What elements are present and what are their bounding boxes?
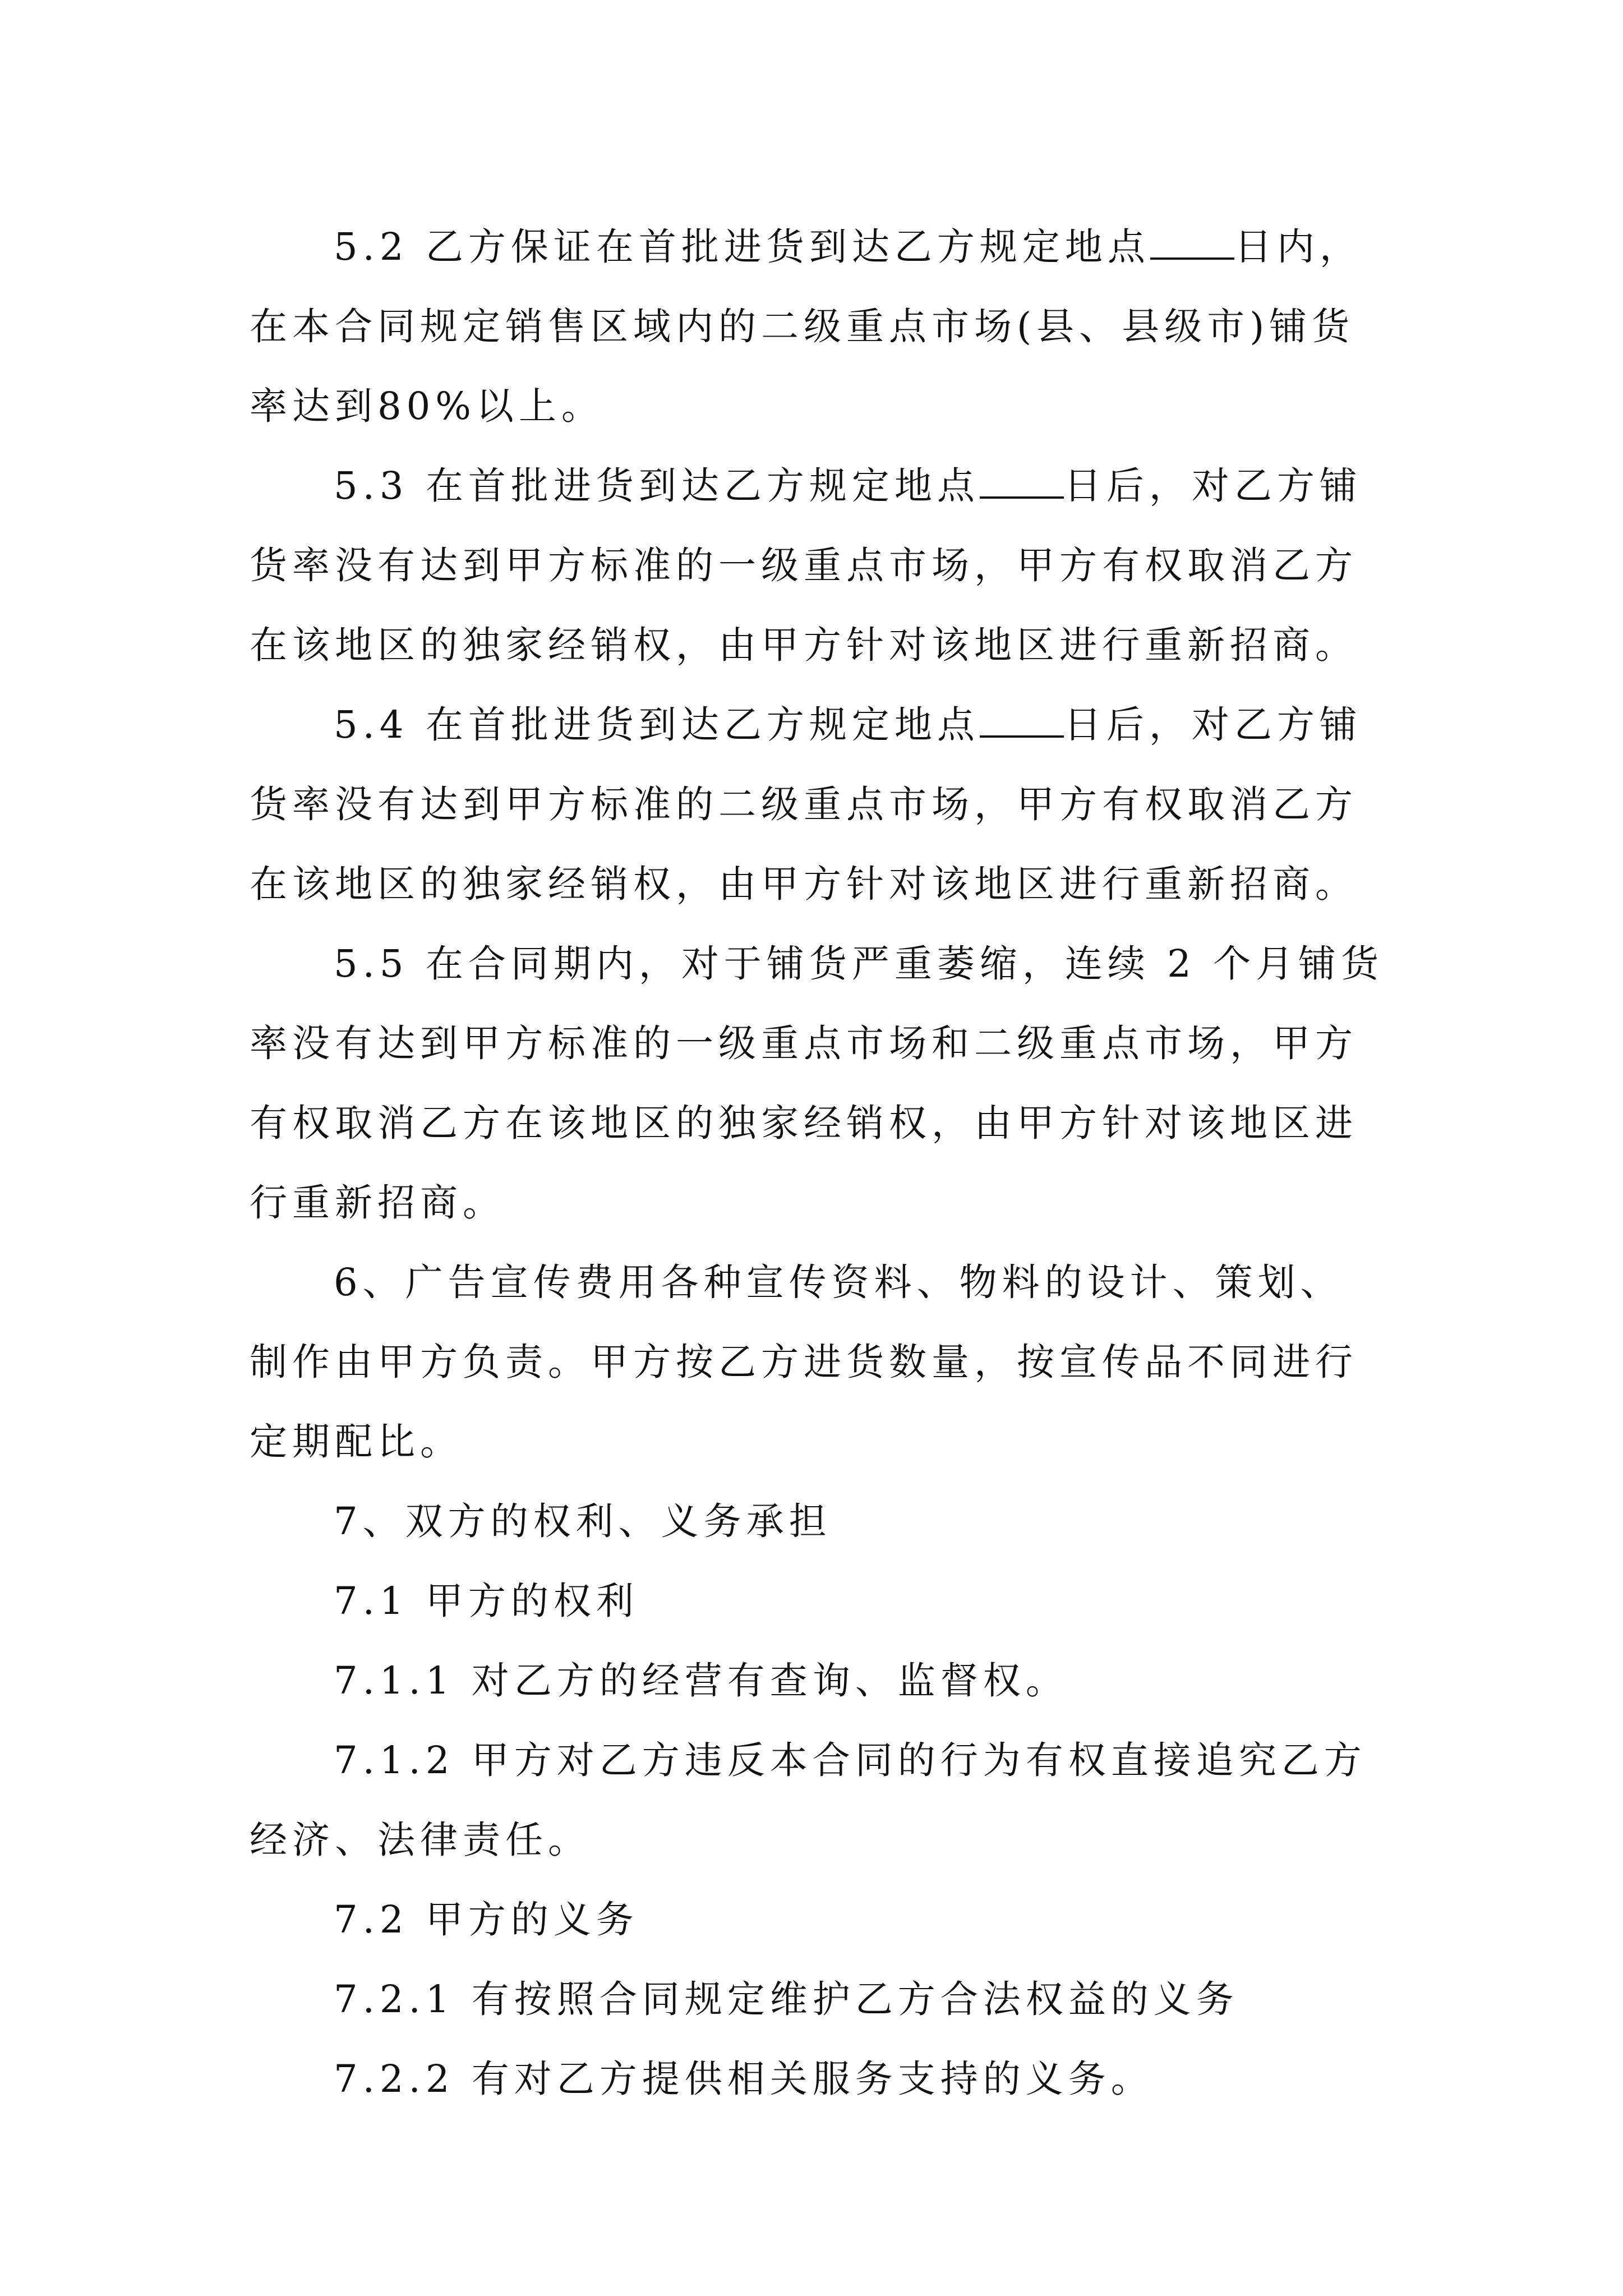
paragraph-line: 7.1.1 对乙方的经营有查询、监督权。 — [334, 1659, 1068, 1703]
paragraph-line: 货率没有达到甲方标准的二级重点市场，甲方有权取消乙方 — [250, 783, 1358, 826]
section-heading: 7.1 甲方的权利 — [334, 1579, 639, 1623]
line-text-after-blank: 日后，对乙方铺 — [1063, 703, 1362, 747]
paragraph-line: 货率没有达到甲方标准的一级重点市场，甲方有权取消乙方 — [250, 544, 1358, 587]
paragraph-line: 率达到80%以上。 — [250, 384, 604, 428]
section-heading: 7、双方的权利、义务承担 — [334, 1499, 832, 1543]
line-text-before-blank: 5.4 在首批进货到达乙方规定地点 — [334, 703, 980, 747]
paragraph-line: 7.1.2 甲方对乙方违反本合同的行为有权直接追究乙方 — [334, 1738, 1367, 1782]
paragraph-line — [334, 461, 1362, 511]
paragraph-line: 有权取消乙方在该地区的独家经销权，由甲方针对该地区进 — [250, 1101, 1358, 1145]
fill-in-blank — [980, 703, 1064, 738]
line-text-after-blank: 日后，对乙方铺 — [1063, 464, 1362, 508]
paragraph-line: 经济、法律责任。 — [250, 1818, 591, 1862]
paragraph-line: 在本合同规定销售区域内的二级重点市场(县、县级市)铺货 — [250, 305, 1355, 348]
paragraph-line: 率没有达到甲方标准的一级重点市场和二级重点市场，甲方 — [250, 1022, 1358, 1065]
paragraph-line: 制作由甲方负责。甲方按乙方进货数量，按宣传品不同进行 — [250, 1340, 1358, 1384]
paragraph-line: 7.2.2 有对乙方提供相关服务支持的义务。 — [334, 2057, 1154, 2101]
paragraph-line — [334, 222, 1362, 272]
line-text-before-blank: 5.2 乙方保证在首批进货到达乙方规定地点 — [334, 225, 1150, 269]
paragraph-line — [334, 700, 1362, 750]
line-text-after-blank: 日内， — [1234, 225, 1362, 269]
fill-in-blank — [1150, 225, 1234, 260]
paragraph-line: 6、广告宣传费用各种宣传资料、物料的设计、策划、 — [334, 1260, 1343, 1304]
fill-in-blank — [980, 464, 1064, 499]
section-heading: 7.2 甲方的义务 — [334, 1898, 639, 1941]
paragraph-line: 行重新招商。 — [250, 1181, 505, 1225]
paragraph-line: 5.5 在合同期内，对于铺货严重萎缩，连续 2 个月铺货 — [334, 942, 1384, 986]
paragraph-line: 7.2.1 有按照合同规定维护乙方合法权益的义务 — [334, 1977, 1239, 2021]
paragraph-line: 在该地区的独家经销权，由甲方针对该地区进行重新招商。 — [250, 623, 1358, 667]
line-text-before-blank: 5.3 在首批进货到达乙方规定地点 — [334, 464, 980, 508]
paragraph-line: 在该地区的独家经销权，由甲方针对该地区进行重新招商。 — [250, 862, 1358, 906]
paragraph-line: 定期配比。 — [250, 1420, 463, 1464]
